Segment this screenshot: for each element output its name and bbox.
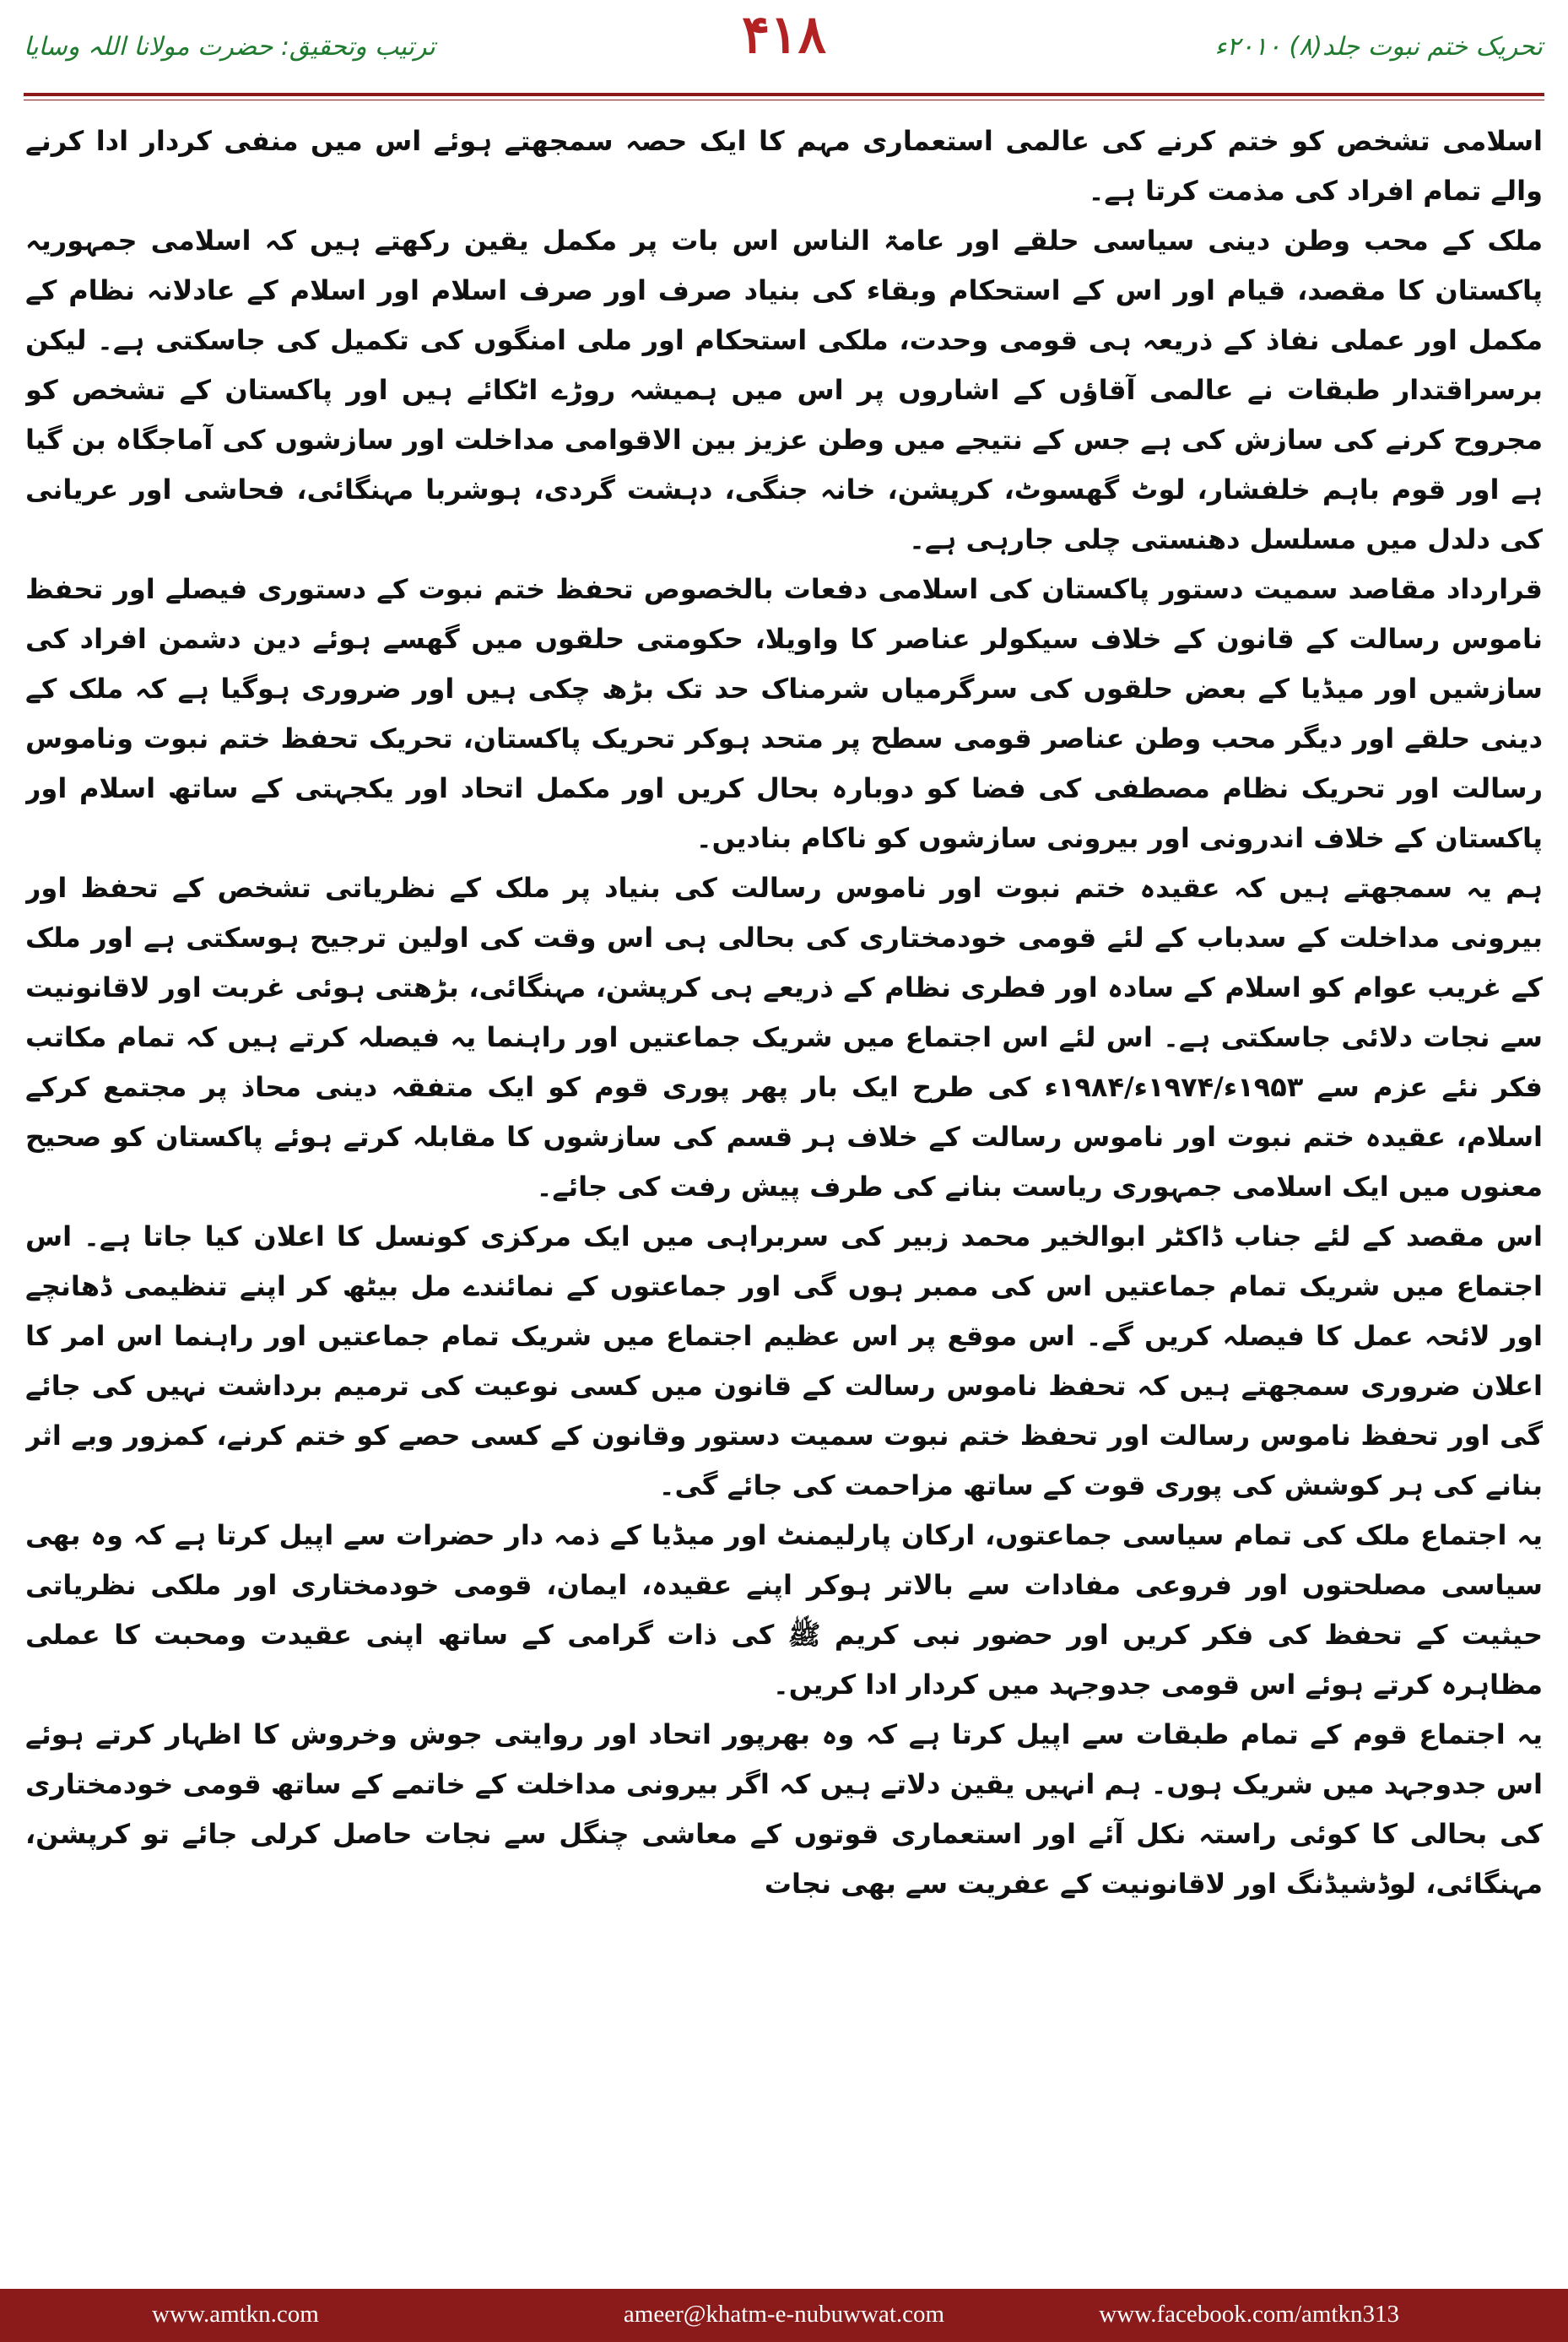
page-header — [0, 0, 1568, 101]
paragraph: ملک کے محب وطن دینی سیاسی حلقے اور عامۃ الناس اس بات پر مکمل یقین رکھتے ہیں کہ اسلامی جمہوریہ پاکستان کا مقصد، قیام اور اس کے استحکام وبقاء کی بنیاد صرف اور صرف اسلام اور اسلام کے عادلانہ نظام کے مکمل اور عملی نفاذ کے ذریعہ ہی قومی وحدت، ملکی استحکام اور ملی امنگوں کی تکمیل کی جاسکتی ہے۔ لیکن برسراقتدار طبقات نے عالمی آقاؤں کے اشاروں پر اس میں ہمیشہ روڑے اٹکائے ہیں اور پاکستان کے تشخص کو مجروح کرنے کی سازش کی ہے جس کے نتیجے میں وطن عزیز بین الاقوامی مداخلت اور سازشوں کی آماجگاہ بن گیا ہے اور قوم باہم خلفشار، لوٹ گھسوٹ، کرپشن، خانہ جنگی، دہشت گردی، ہوشربا مہنگائی، فحاشی اور عریانی کی دلدل میں مسلسل دھنستی چلی جارہی ہے۔ — [25, 224, 1543, 555]
email-link[interactable]: ameer@khatm-e-nubuwwat.com — [623, 2301, 945, 2328]
paragraph: اس مقصد کے لئے جناب ڈاکٹر ابوالخیر محمد زبیر کی سربراہی میں ایک مرکزی کونسل کا اعلان کیا جاتا ہے۔ اس اجتماع میں شریک تمام جماعتیں اس کی ممبر ہوں گی اور جماعتوں کے نمائندے مل بیٹھ کر اپنے تنظیمی ڈھانچے اور لائحہ عمل کا فیصلہ کریں گے۔ اس موقع پر اس عظیم اجتماع میں شریک تمام جماعتیں اور راہنما اس امر کا اعلان ضروری سمجھتے ہیں کہ تحفظ ناموس رسالت کے قانون میں کسی نوعیت کی ترمیم برداشت نہیں کی جائے گی اور تحفظ ناموس رسالت اور تحفظ ختم نبوت سمیت دستور وقانون کے کسی حصے کو ختم کرنے، کمزور وبے اثر بنانے کی ہر کوشش کی پوری قوت کے ساتھ مزاحمت کی جائے گی۔ — [25, 1220, 1543, 1501]
paragraph: قرارداد مقاصد سمیت دستور پاکستان کی اسلامی دفعات بالخصوص تحفظ ختم نبوت کے دستوری فیصلے اور تحفظ ناموس رسالت کے قانون کے خلاف سیکولر عناصر کا واویلا، حکومتی حلقوں میں گھسے ہوئے دین دشمن افراد کی سازشیں اور میڈیا کے بعض حلقوں کی سرگرمیاں شرمناک حد تک بڑھ چکی ہیں اور ضروری ہوگیا ہے کہ ملک کے دینی حلقے اور دیگر محب وطن عناصر قومی سطح پر متحد ہوکر تحریک پاکستان، تحریک تحفظ ختم نبوت وناموس رسالت اور تحریک نظام مصطفی کی فضا کو دوبارہ بحال کریں اور مکمل اتحاد اور یکجہتی کے ساتھ اسلام اور پاکستان کے خلاف اندرونی اور بیرونی سازشوں کو ناکام بنادیں۔ — [25, 573, 1543, 854]
compiler-credit: ترتیب وتحقیق: حضرت مولانا اللہ وسایا — [24, 32, 435, 62]
facebook-link[interactable]: www.facebook.com/amtkn313 — [1099, 2301, 1399, 2328]
page-footer — [0, 2289, 1568, 2342]
paragraph: اسلامی تشخص کو ختم کرنے کی عالمی استعماری مہم کا ایک حصہ سمجھتے ہوئے اس میں منفی کردار ادا کرنے والے تمام افراد کی مذمت کرتا ہے۔ — [25, 125, 1543, 207]
document-body — [25, 116, 1543, 2218]
page-number: ۴۱۸ — [742, 3, 826, 65]
website-link[interactable]: www.amtkn.com — [152, 2301, 319, 2328]
paragraph: یہ اجتماع قوم کے تمام طبقات سے اپیل کرتا ہے کہ وہ بھرپور اتحاد اور روایتی جوش وخروش کا اظہار کرتے ہوئے اس جدوجہد میں شریک ہوں۔ ہم انہیں یقین دلاتے ہیں کہ اگر بیرونی مداخلت کے خاتمے کے ساتھ قومی خودمختاری کی بحالی کا کوئی راستہ نکل آئے اور استعماری قوتوں کے معاشی چنگل سے نجات حاصل کرلی جائے تو کرپشن، مہنگائی، لوڈشیڈنگ اور لاقانونیت کے عفریت سے بھی نجات — [25, 1718, 1543, 1900]
book-title: تحریک ختم نبوت جلد(۸) ۲۰۱۰ء — [1214, 32, 1543, 62]
paragraph: ہم یہ سمجھتے ہیں کہ عقیدہ ختم نبوت اور ناموس رسالت کی بنیاد پر ملک کے نظریاتی تشخص کے تحفظ اور بیرونی مداخلت کے سدباب کے لئے قومی خودمختاری کی بحالی ہی اس وقت کی اولین ترجیح ہوسکتی ہے اور ملک کے غریب عوام کو اسلام کے سادہ اور فطری نظام کے ذریعے ہی کرپشن، مہنگائی، بڑھتی ہوئی غربت اور لاقانونیت سے نجات دلائی جاسکتی ہے۔ اس لئے اس اجتماع میں شریک جماعتیں اور راہنما یہ فیصلہ کرتے ہیں کہ تمام مکاتب فکر نئے عزم سے ۱۹۵۳ء/۱۹۷۴ء/۱۹۸۴ء کی طرح ایک بار پھر پوری قوم کو ایک متفقہ دینی محاذ پر مجتمع کرکے اسلام، عقیدہ ختم نبوت اور ناموس رسالت کے خلاف ہر قسم کی سازشوں کا مقابلہ کرتے ہوئے پاکستان کو صحیح معنوں میں ایک اسلامی جمہوری ریاست بنانے کی طرف پیش رفت کی جائے۔ — [25, 872, 1543, 1203]
paragraph: یہ اجتماع ملک کی تمام سیاسی جماعتوں، ارکان پارلیمنٹ اور میڈیا کے ذمہ دار حضرات سے اپیل کرتا ہے کہ وہ بھی سیاسی مصلحتوں اور فروعی مفادات سے بالاتر ہوکر اپنے عقیدہ، ایمان، قومی خودمختاری اور ملکی نظریاتی حیثیت کے تحفظ کی فکر کریں اور حضور نبی کریم ﷺ کی ذات گرامی کے ساتھ اپنی عقیدت ومحبت کا عملی مظاہرہ کرتے ہوئے اس قومی جدوجہد میں کردار ادا کریں۔ — [25, 1519, 1543, 1701]
header-divider — [24, 93, 1544, 96]
